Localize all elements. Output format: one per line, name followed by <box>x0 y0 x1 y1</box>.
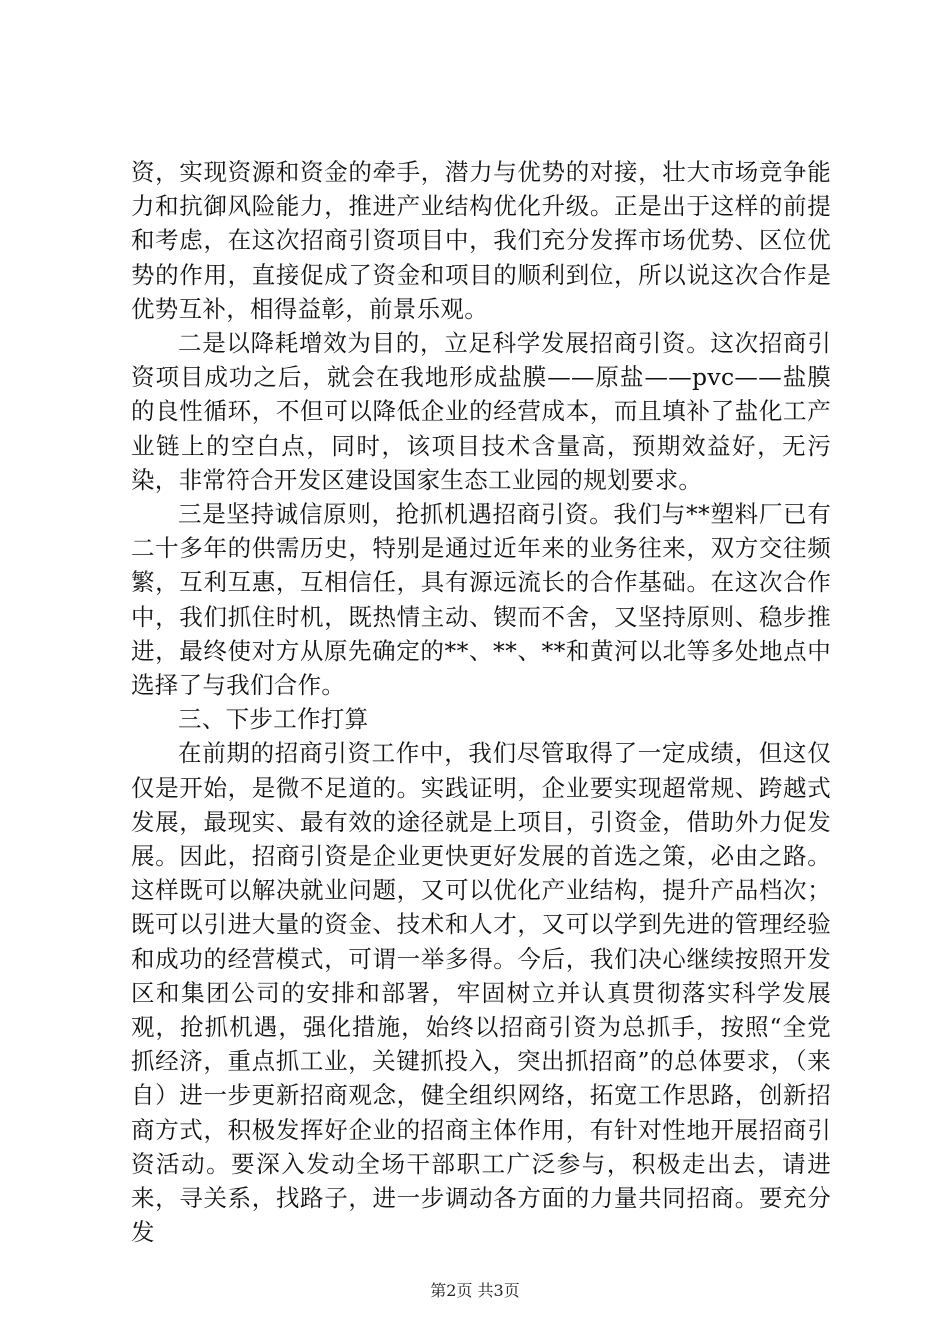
document-body <box>131 155 831 1250</box>
paragraph-continuation: 资，实现资源和资金的牵手，潜力与优势的对接，壮大市场竞争能力和抗御风险能力，推进产业结构优化升级。正是出于这样的前提和考虑，在这次招商引资项目中，我们充分发挥市场优势、区位优势的作用，直接促成了资金和项目的顺利到位，所以说这次合作是优势互补，相得益彰，前景乐观。 <box>131 158 831 323</box>
paragraph-point-three: 三是坚持诚信原则，抢抓机遇招商引资。我们与**塑料厂已有二十多年的供需历史，特别是通过近年来的业务往来，双方交往频繁，互利互惠，互相信任，具有源远流长的合作基础。在这次合作中，我们抓住时机，既热情主动、锲而不舍，又坚持原则、稳步推进，最终使对方从原先确定的**、**、**和黄河以北等多处地点中选择了与我们合作。 <box>131 500 831 700</box>
paragraph-point-two: 二是以降耗增效为目的，立足科学发展招商引资。这次招商引资项目成功之后，就会在我地形成盐膜——原盐——pvc——盐膜的良性循环，不但可以降低企业的经营成本，而且填补了盐化工产业链上的空白点，同时，该项目技术含量高，预期效益好，无污染，非常符合开发区建设国家生态工业园的规划要求。 <box>131 329 831 494</box>
section-heading: 三、下步工作打算 <box>178 705 369 734</box>
page-footer: 第2页 共3页 <box>430 1281 520 1300</box>
paragraph-next-steps: 在前期的招商引资工作中，我们尽管取得了一定成绩，但这仅仅是开始，是微不足道的。实践证明，企业要实现超常规、跨越式发展，最现实、最有效的途径就是上项目，引资金，借助外力促发展。因此，招商引资是企业更快更好发展的首选之策，必由之路。这样既可以解决就业问题，又可以优化产业结构，提升产品档次；既可以引进大量的资金、技术和人才，又可以学到先进的管理经验和成功的经营模式，可谓一举多得。今后，我们决心继续按照开发区和集团公司的安排和部署，牢固树立并认真贯彻落实科学发展观，抢抓机遇，强化措施，始终以招商引资为总抓手，按照“全党抓经济，重点抓工业，关键抓投入，突出抓招商”的总体要求，（来自）进一步更新招商观念，健全组织网络，拓宽工作思路，创新招商方式，积极发挥好企业的招商主体作用，有针对性地开展招商引资活动。要深入发动全场干部职工广泛参与，积极走出去，请进来，寻关系，找路子，进一步调动各方面的力量共同招商。要充分发 <box>131 739 831 1247</box>
